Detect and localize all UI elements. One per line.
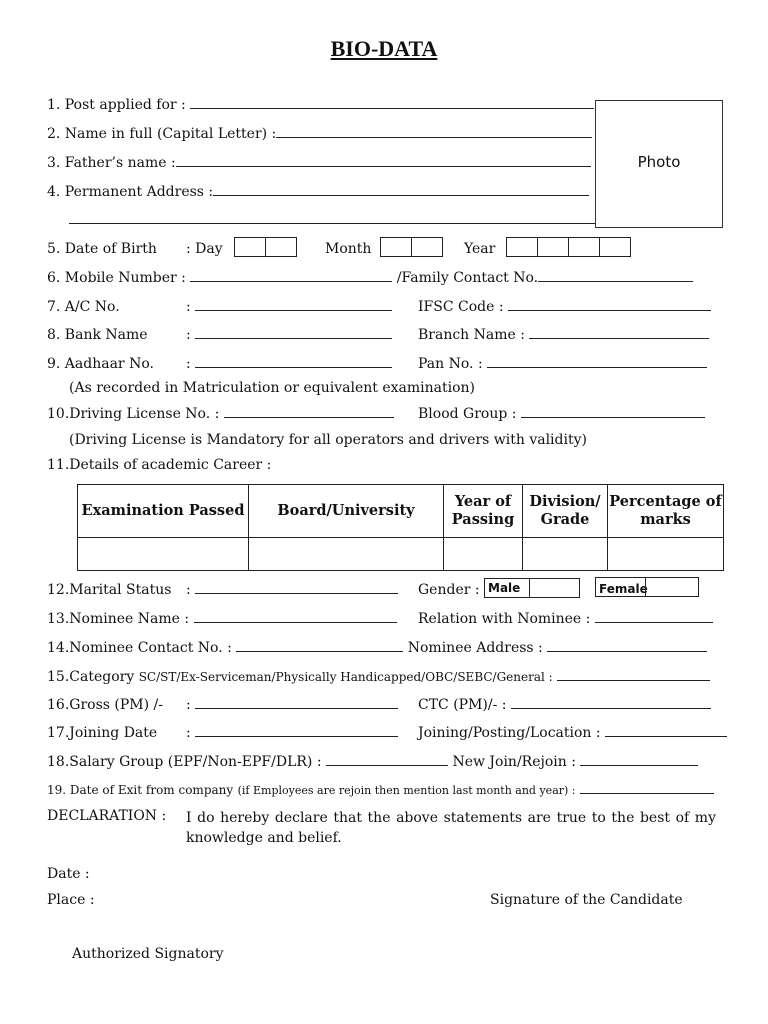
candidate-signature: Signature of the Candidate <box>490 892 683 908</box>
gender-label: Gender : <box>418 582 480 598</box>
dob-month-boxes[interactable] <box>381 237 443 257</box>
cell-board[interactable] <box>249 538 444 571</box>
gross-label: 16.Gross (PM) /- <box>47 697 163 713</box>
blood-field[interactable] <box>521 406 705 418</box>
pan-field[interactable] <box>487 356 707 368</box>
ifsc-field[interactable] <box>508 299 711 311</box>
pan-row: Pan No. : <box>418 356 707 372</box>
gender-male-check[interactable] <box>529 578 580 598</box>
family-contact-field[interactable] <box>538 270 693 282</box>
address-field[interactable] <box>213 184 589 196</box>
driving-row: 10.Driving License No. : <box>47 406 394 422</box>
cell-percentage[interactable] <box>608 538 724 571</box>
authorized-signatory: Authorized Signatory <box>72 946 224 962</box>
driving-field[interactable] <box>224 406 394 418</box>
exit-field[interactable] <box>580 782 714 794</box>
ac-no-field[interactable] <box>195 299 392 311</box>
new-join-field[interactable] <box>580 754 698 766</box>
address-field-2[interactable] <box>69 212 595 224</box>
dob-day-label: : Day <box>186 241 223 257</box>
nominee-field[interactable] <box>194 611 397 623</box>
marital-field[interactable] <box>195 582 398 594</box>
ac-no-row: : <box>186 299 392 315</box>
aadhaar-field[interactable] <box>195 356 392 368</box>
exit-row: 19. Date of Exit from company (if Employees are rejoin then mention last month and year) : <box>47 782 714 798</box>
branch-row: Branch Name : <box>418 327 709 343</box>
col-division: Division/ Grade <box>523 485 608 538</box>
post-applied-field[interactable] <box>190 97 594 109</box>
aadhaar-row: : <box>186 356 392 372</box>
joining-location-field[interactable] <box>605 725 727 737</box>
dob-year-label: Year <box>464 241 496 257</box>
father-name-field[interactable] <box>176 155 591 167</box>
page-title: BIO-DATA <box>330 36 438 61</box>
joining-date-field[interactable] <box>195 725 398 737</box>
ac-no-label: 7. A/C No. <box>47 299 120 315</box>
nominee-row: 13.Nominee Name : <box>47 611 397 627</box>
ctc-row: CTC (PM)/- : <box>418 697 711 713</box>
father-name-row: 3. Father’s name : <box>47 155 591 171</box>
nominee-contact-field[interactable] <box>236 640 403 652</box>
col-board: Board/University <box>249 485 444 538</box>
dob-month-label: Month <box>325 241 372 257</box>
gender-female-check[interactable] <box>645 577 699 597</box>
salary-group-row: 18.Salary Group (EPF/Non-EPF/DLR) : New Join/Rejoin : <box>47 754 698 770</box>
category-row: 15.Category SC/ST/Ex-Serviceman/Physically Handicapped/OBC/SEBC/General : <box>47 669 710 685</box>
blood-row: Blood Group : <box>418 406 705 422</box>
joining-location-row: Joining/Posting/Location : <box>418 725 727 741</box>
nominee-contact-row: 14.Nominee Contact No. : Nominee Address : <box>47 640 707 656</box>
dob-year-boxes[interactable] <box>507 237 631 257</box>
full-name-field[interactable] <box>276 126 592 138</box>
aadhaar-note: (As recorded in Matriculation or equivalent examination) <box>69 380 475 396</box>
ifsc-row: IFSC Code : <box>418 299 711 315</box>
branch-field[interactable] <box>529 327 709 339</box>
photo-label: Photo <box>637 153 681 171</box>
academic-label: 11.Details of academic Career : <box>47 457 272 473</box>
col-year: Year of Passing <box>444 485 523 538</box>
table-header-row <box>78 485 724 538</box>
cell-exam[interactable] <box>78 538 249 571</box>
gender-male-label: Male <box>488 581 521 595</box>
bank-row: : <box>186 327 392 343</box>
marital-label: 12.Marital Status <box>47 582 172 598</box>
joining-date-label: 17.Joining Date <box>47 725 158 741</box>
mobile-row: 6. Mobile Number : /Family Contact No. <box>47 270 693 286</box>
joining-date-row: : <box>186 725 398 741</box>
relation-field[interactable] <box>595 611 713 623</box>
marital-row: : <box>186 582 398 598</box>
gross-row: : <box>186 697 398 713</box>
gender-female-box[interactable] <box>595 577 699 597</box>
place-label: Place : <box>47 892 95 908</box>
address-row: 4. Permanent Address : <box>47 184 589 200</box>
date-label: Date : <box>47 866 90 882</box>
table-row <box>78 538 724 571</box>
cell-division[interactable] <box>523 538 608 571</box>
academic-table <box>77 484 724 571</box>
bank-label: 8. Bank Name <box>47 327 148 343</box>
dob-day-boxes[interactable] <box>235 237 297 257</box>
gender-female-label: Female <box>599 582 648 596</box>
declaration-text: I do hereby declare that the above statements are true to the best of my knowledge and belief. <box>186 810 716 846</box>
cell-year[interactable] <box>444 538 523 571</box>
salary-group-field[interactable] <box>326 754 448 766</box>
dob-label: 5. Date of Birth <box>47 241 157 257</box>
gender-male-box[interactable] <box>484 578 580 598</box>
declaration-label: DECLARATION : <box>47 808 167 824</box>
photo-box[interactable] <box>595 100 723 228</box>
post-applied-row: 1. Post applied for : <box>47 97 594 113</box>
driving-note: (Driving License is Mandatory for all operators and drivers with validity) <box>69 432 587 448</box>
col-exam: Examination Passed <box>78 485 249 538</box>
nominee-address-field[interactable] <box>547 640 707 652</box>
relation-row: Relation with Nominee : <box>418 611 713 627</box>
mobile-field[interactable] <box>190 270 392 282</box>
bank-field[interactable] <box>195 327 392 339</box>
ctc-field[interactable] <box>511 697 711 709</box>
gross-field[interactable] <box>195 697 398 709</box>
category-field[interactable] <box>557 669 710 681</box>
aadhaar-label: 9. Aadhaar No. <box>47 356 154 372</box>
col-percentage: Percentage of marks <box>608 485 724 538</box>
address-line-2 <box>69 212 595 228</box>
full-name-row: 2. Name in full (Capital Letter) : <box>47 126 592 142</box>
